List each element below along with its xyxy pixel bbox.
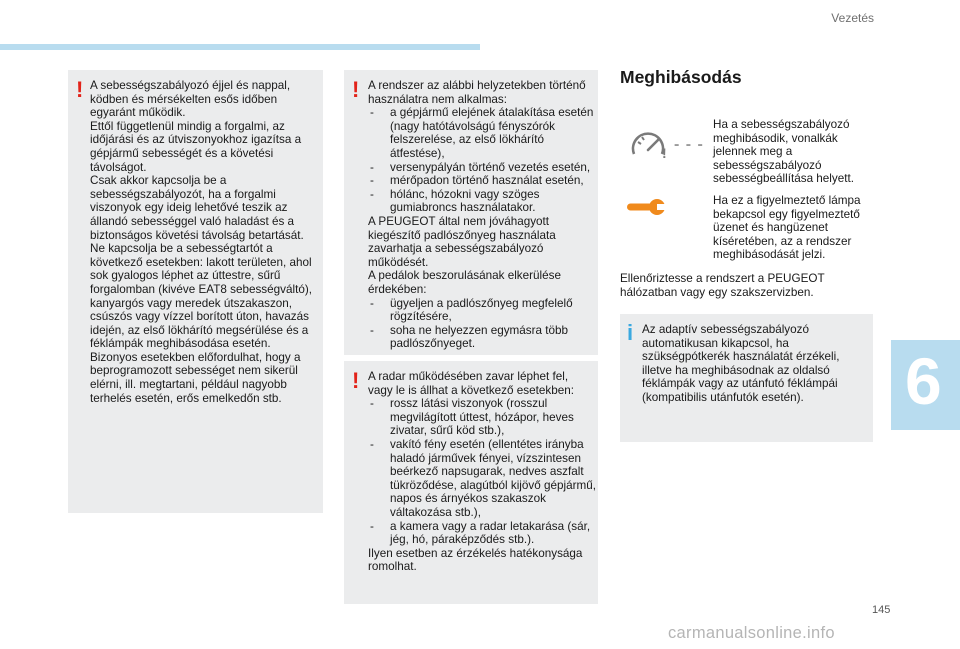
warning-box-mid-bottom	[344, 361, 598, 604]
info-box	[620, 314, 873, 442]
watermark: carmanualsonline.info	[668, 624, 835, 642]
list-item: - versenypályán történő vezetés esetén,	[368, 161, 596, 175]
speedometer-icon	[628, 128, 672, 164]
dashes-display: - - -	[674, 136, 704, 153]
mid-top-para2: A pedálok beszorulásának elkerülése érdekében:	[368, 269, 561, 296]
list-item: - ügyeljen a padlószőnyeg megfelelő rögzítésére,	[368, 297, 596, 324]
warning-lamp-text: Ha ez a figyelmeztető lámpa bekapcsol egy figyelmeztető üzenet és hangüzenet kíséretében, az a rendszer meghibásodását jelzi.	[713, 194, 861, 262]
list-item: - soha ne helyezzen egymásra több padlószőnyeget.	[368, 324, 596, 351]
mid-top-intro: A rendszer az alábbi helyzetekben történő használatra nem alkalmas:	[368, 79, 586, 106]
list-item: - a kamera vagy a radar letakarása (sár, jég, hó, páraképződés stb.).	[368, 520, 596, 547]
top-accent-bar	[0, 44, 480, 50]
unsuitable-list	[368, 106, 596, 215]
check-network-text: Ellenőriztesse a rendszert a PEUGEOT hálózatban vagy egy szakszervizben.	[620, 272, 825, 299]
radar-disturbance-list	[368, 397, 596, 547]
mid-bottom-outro: Ilyen esetben az érzékelés hatékonysága romolhat.	[368, 546, 583, 574]
warning-exclamation-icon: !	[352, 368, 360, 393]
section-title: Vezetés	[831, 11, 874, 25]
malfunction-dashes-text: Ha a sebességszabályozó meghibásodik, vonalkák jelennek meg a sebességszabályozó sebességbeállítása helyett.	[713, 118, 854, 186]
malfunction-heading: Meghibásodás	[620, 67, 742, 87]
wrench-icon	[625, 197, 667, 217]
cruise-malfunction-indicator	[628, 128, 708, 164]
info-icon: i	[627, 320, 634, 345]
page-number: 145	[872, 604, 891, 616]
list-item: - vakító fény esetén (ellentétes irányba haladó járművek fényei, vízszintesen beérkező napsugarak, nedves aszfalt tükröződése, alagútból kijövő gépjármű, napos és árnyékos szakaszok váltakozása stb.),	[368, 438, 596, 520]
warning-exclamation-icon: !	[76, 77, 84, 102]
list-item: - rossz látási viszonyok (rosszul megvilágított úttest, hózápor, heves zivatar, sűrű köd stb.),	[368, 397, 596, 438]
warning-box-left	[68, 70, 323, 513]
mid-bottom-intro: A radar működésében zavar léphet fel, vagy le is állhat a következő esetekben:	[368, 370, 574, 397]
warning-text-left: A sebességszabályozó éjjel és nappal, ködben és mérsékelten esős időben egyaránt működik. Ettől függetlenül mindig a forgalmi, az időjárási és az útviszonyokhoz igazítsa a gépjármű sebességét és a követési távolságot. Csak akkor kapcsolja be a sebességszabályozót, ha a forgalmi viszonyok egy ideig lehetővé teszik az állandó sebességgel való haladást és a biztonságos követési távolság betartását. Ne kapcsolja be a sebességtartót a következő esetekben: lakott területen, ahol sok gyalogos léphet az úttestre, sűrű forgalomban (kivéve EAT8 sebességváltó), kanyargós vagy meredek útszakaszon, csúszós vagy vízzel borított úton, havazás idején, az első lökhárító megsérülése és a féklámpák meghibásodása esetén. Bizonyos esetekben előfordulhat, hogy a beprogramozott sebességet nem sikerül elérni, ill. megtartani, például nagyobb terhelés esetén, erős emelkedőn stb.	[90, 79, 312, 405]
warning-box-mid-top	[344, 70, 598, 355]
mid-top-para1: A PEUGEOT által nem jóváhagyott kiegészítő padlószőnyeg használata zavarhatja a sebességszabályozó működését.	[368, 214, 556, 269]
info-text: Az adaptív sebességszabályozó automatikusan kikapcsol, ha szükségpótkerék használatát érzékeli, illetve ha meghibásodnak az oldalsó féklámpák vagy az utánfutó féklámpái (kompatibilis utánfutók esetén).	[642, 323, 840, 404]
pedal-list	[368, 297, 596, 351]
list-item: - mérőpadon történő használat esetén,	[368, 174, 596, 188]
warning-exclamation-icon: !	[352, 77, 360, 102]
list-item: - hólánc, hózokni vagy szöges gumiabroncs használatakor.	[368, 188, 596, 215]
list-item: - a gépjármű elejének átalakítása esetén (nagy hatótávolságú fényszórók felszerelése, az első lökhárító átfestése),	[368, 106, 596, 160]
chapter-number: 6	[905, 344, 942, 418]
svg-text:!: !	[662, 145, 667, 161]
